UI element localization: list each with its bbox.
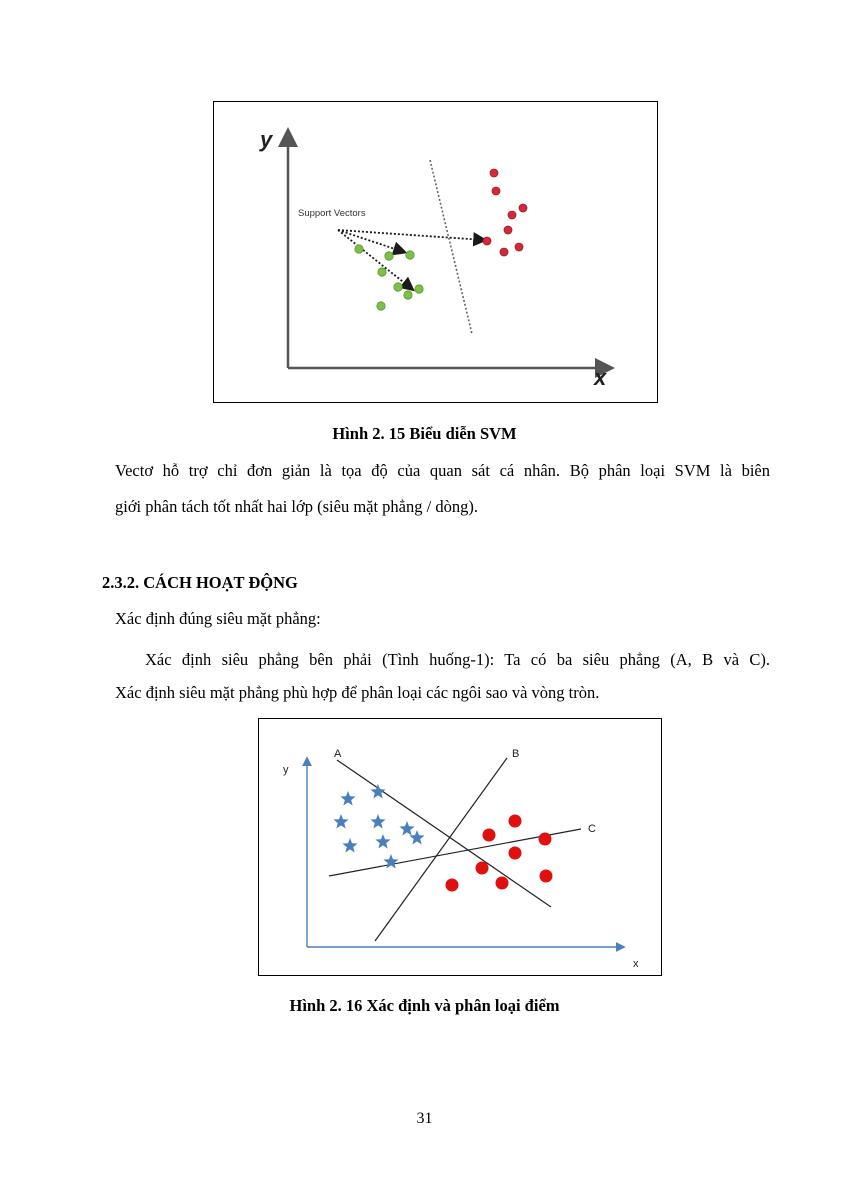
figure1-caption: Hình 2. 15 Biểu diễn SVM — [332, 424, 517, 443]
paragraph1-line2: giới phân tách tốt nhất hai lớp (siêu mặt phẳng / dòng). — [115, 497, 478, 516]
y-axis-label: y — [283, 764, 289, 776]
figure-svm-support-vectors-svg — [214, 102, 657, 402]
paragraph3-line1: Xác định siêu phẳng bên phải (Tình huống-1): Ta có ba siêu phẳng (A, B và C). — [145, 650, 770, 669]
star-point — [383, 854, 398, 869]
hyperplane-a — [337, 760, 551, 907]
circle-points — [446, 815, 553, 892]
support-vector-arrows — [338, 230, 484, 289]
star-point — [409, 830, 424, 845]
star-points — [333, 784, 424, 869]
figure-hyperplanes-abc-svg — [259, 719, 661, 975]
paragraph2: Xác định đúng siêu mặt phẳng: — [115, 609, 321, 628]
paragraph3-line2: Xác định siêu mặt phẳng phù hợp để phân loại các ngôi sao và vòng tròn. — [115, 683, 600, 702]
figure2-caption: Hình 2. 16 Xác định và phân loại điểm — [289, 996, 560, 1015]
hyperplane-b-label: B — [512, 748, 520, 760]
class-a-points — [355, 245, 423, 310]
paragraph1-line1: Vectơ hỗ trợ chỉ đơn giản là tọa độ của quan sát cá nhân. Bộ phân loại SVM là biên — [115, 461, 770, 480]
section-heading: 2.3.2. CÁCH HOẠT ĐỘNG — [102, 573, 298, 592]
separating-hyperplane — [430, 160, 472, 334]
star-point — [340, 791, 355, 806]
star-point — [333, 814, 348, 829]
y-axis-label: y — [260, 127, 273, 152]
x-axis-label: x — [594, 365, 607, 390]
x-axis-label: x — [633, 958, 639, 970]
hyperplane-c-label: C — [588, 823, 596, 835]
star-point — [342, 838, 357, 853]
star-point — [370, 784, 385, 799]
star-point — [370, 814, 385, 829]
figure-hyperplanes-abc — [258, 718, 662, 976]
hyperplane-b — [375, 758, 507, 941]
star-point — [399, 821, 414, 836]
figure-svm-support-vectors — [213, 101, 658, 403]
hyperplane-a-label: A — [334, 748, 342, 760]
page-number: 31 — [416, 1110, 433, 1127]
class-b-points — [483, 169, 527, 256]
star-point — [375, 834, 390, 849]
support-vectors-annotation: Support Vectors — [298, 208, 366, 219]
